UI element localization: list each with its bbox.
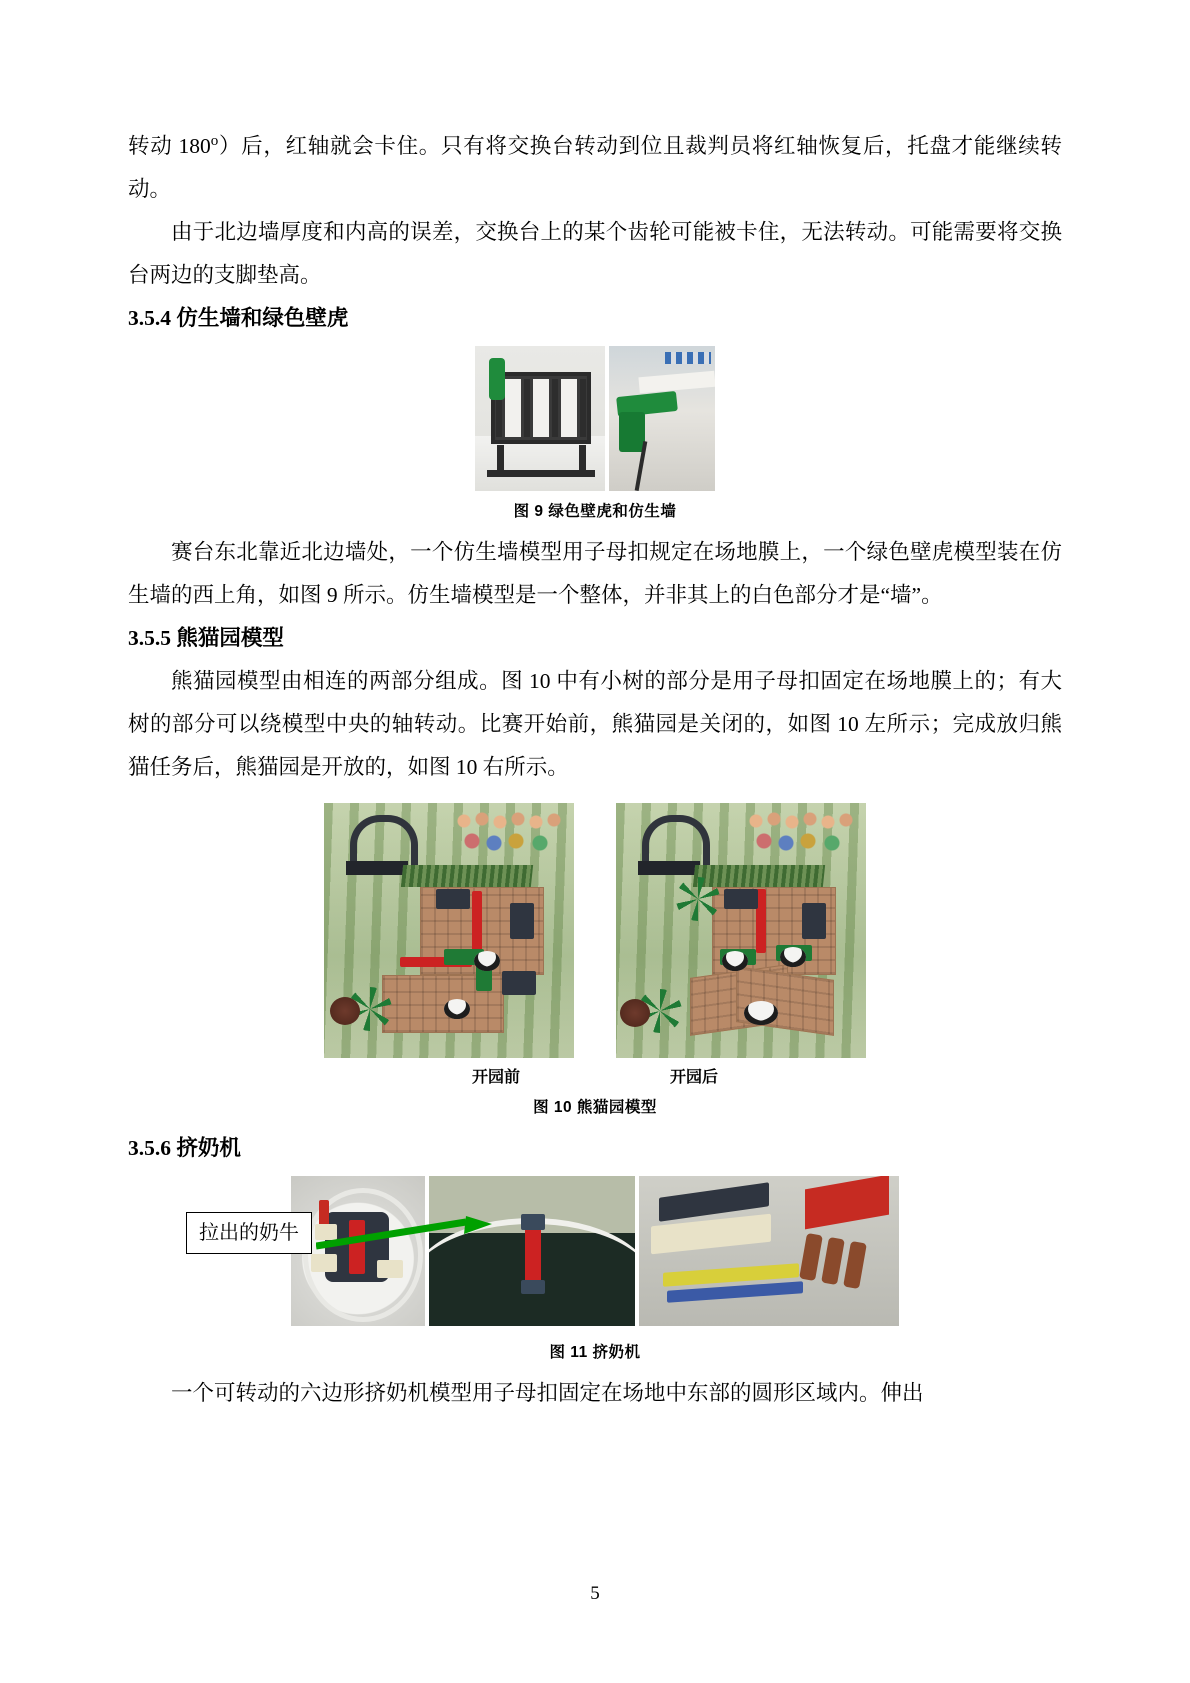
milk-can-shape — [843, 1241, 867, 1289]
figure-10 — [128, 803, 1062, 1117]
figure-10-right-label: 开园后 — [670, 1069, 719, 1087]
paragraph-3: 赛台东北靠近北边墙处，一个仿生墙模型用子母扣规定在场地膜上，一个绿色壁虎模型装在仿生墙的西上角，如图 9 所示。仿生墙模型是一个整体，并非其上的白色部分才是“墙”。 — [128, 540, 1062, 608]
photo-bionic-wall — [475, 346, 605, 491]
page-number: 5 — [590, 1583, 600, 1604]
figure-10-caption: 图 10 熊猫园模型 — [533, 1099, 657, 1117]
red-block-shape — [805, 1176, 889, 1229]
wall-frame-shape — [491, 372, 591, 444]
roof-shape — [401, 865, 533, 887]
paragraph-1: 转动 180$^o$）后，红轴就会卡住。只有将交换台转动到位且裁判员将红轴恢复后，托盘才能继续转动。 — [128, 133, 1062, 202]
milk-can-shape — [821, 1237, 845, 1285]
wall-leg-shape — [579, 445, 586, 473]
figure-9 — [128, 346, 1062, 521]
tree-trunk-shape — [330, 997, 360, 1025]
background-detail — [665, 352, 711, 364]
photo-panda-park-open — [616, 803, 866, 1058]
callout-arrow-icon — [316, 1216, 506, 1256]
panda-figure-shape — [744, 1001, 778, 1025]
heading-3-5-6: 3.5.6 挤奶机 — [128, 1136, 241, 1161]
red-axle-shape — [472, 891, 482, 957]
figure-9-caption: 图 9 绿色壁虎和仿生墙 — [513, 503, 677, 521]
wall-leg-shape — [497, 445, 504, 473]
photo-milking-machine-detail — [639, 1176, 899, 1326]
gecko-tail-shape — [619, 412, 645, 452]
tree-trunk-shape — [620, 999, 650, 1027]
figure-10-images — [128, 803, 1062, 1058]
figure-9-images — [128, 346, 1062, 491]
white-panel-shape — [638, 371, 715, 394]
spectators-shape — [748, 811, 860, 857]
callout-box: 拉出的奶牛 — [186, 1212, 312, 1254]
gecko-model-shape — [489, 358, 505, 400]
photo-green-gecko — [609, 346, 715, 491]
spectators-shape — [456, 811, 568, 857]
paragraph-4: 熊猫园模型由相连的两部分组成。图 10 中有小树的部分是用子母扣固定在场地膜上的；有大树的部分可以绕模型中央的轴转动。比赛开始前，熊猫园是关闭的，如图 10 左所示；完成放归熊猫任务后，熊猫园是开放的，如图 10 右所示。 — [128, 669, 1062, 780]
red-post-shape — [525, 1222, 541, 1288]
figure-10-left-label: 开园前 — [471, 1069, 520, 1087]
heading-3-5-5: 3.5.5 熊猫园模型 — [128, 626, 284, 651]
figure-11-caption: 图 11 挤奶机 — [549, 1344, 641, 1362]
figure-10-sublabels — [128, 1064, 1062, 1087]
heading-3-5-4: 3.5.4 仿生墙和绿色壁虎 — [128, 306, 349, 331]
paragraph-2: 由于北边墙厚度和内高的误差，交换台上的某个齿轮可能被卡住，无法转动。可能需要将交换台两边的支脚垫高。 — [128, 220, 1062, 288]
figure-11 — [128, 1176, 1062, 1362]
milk-can-shape — [799, 1233, 823, 1281]
paragraph-5: 一个可转动的六边形挤奶机模型用子母扣固定在场地中东部的圆形区域内。伸出 — [171, 1381, 924, 1406]
tree-fan-shape — [676, 877, 720, 921]
photo-panda-park-closed — [324, 803, 574, 1058]
